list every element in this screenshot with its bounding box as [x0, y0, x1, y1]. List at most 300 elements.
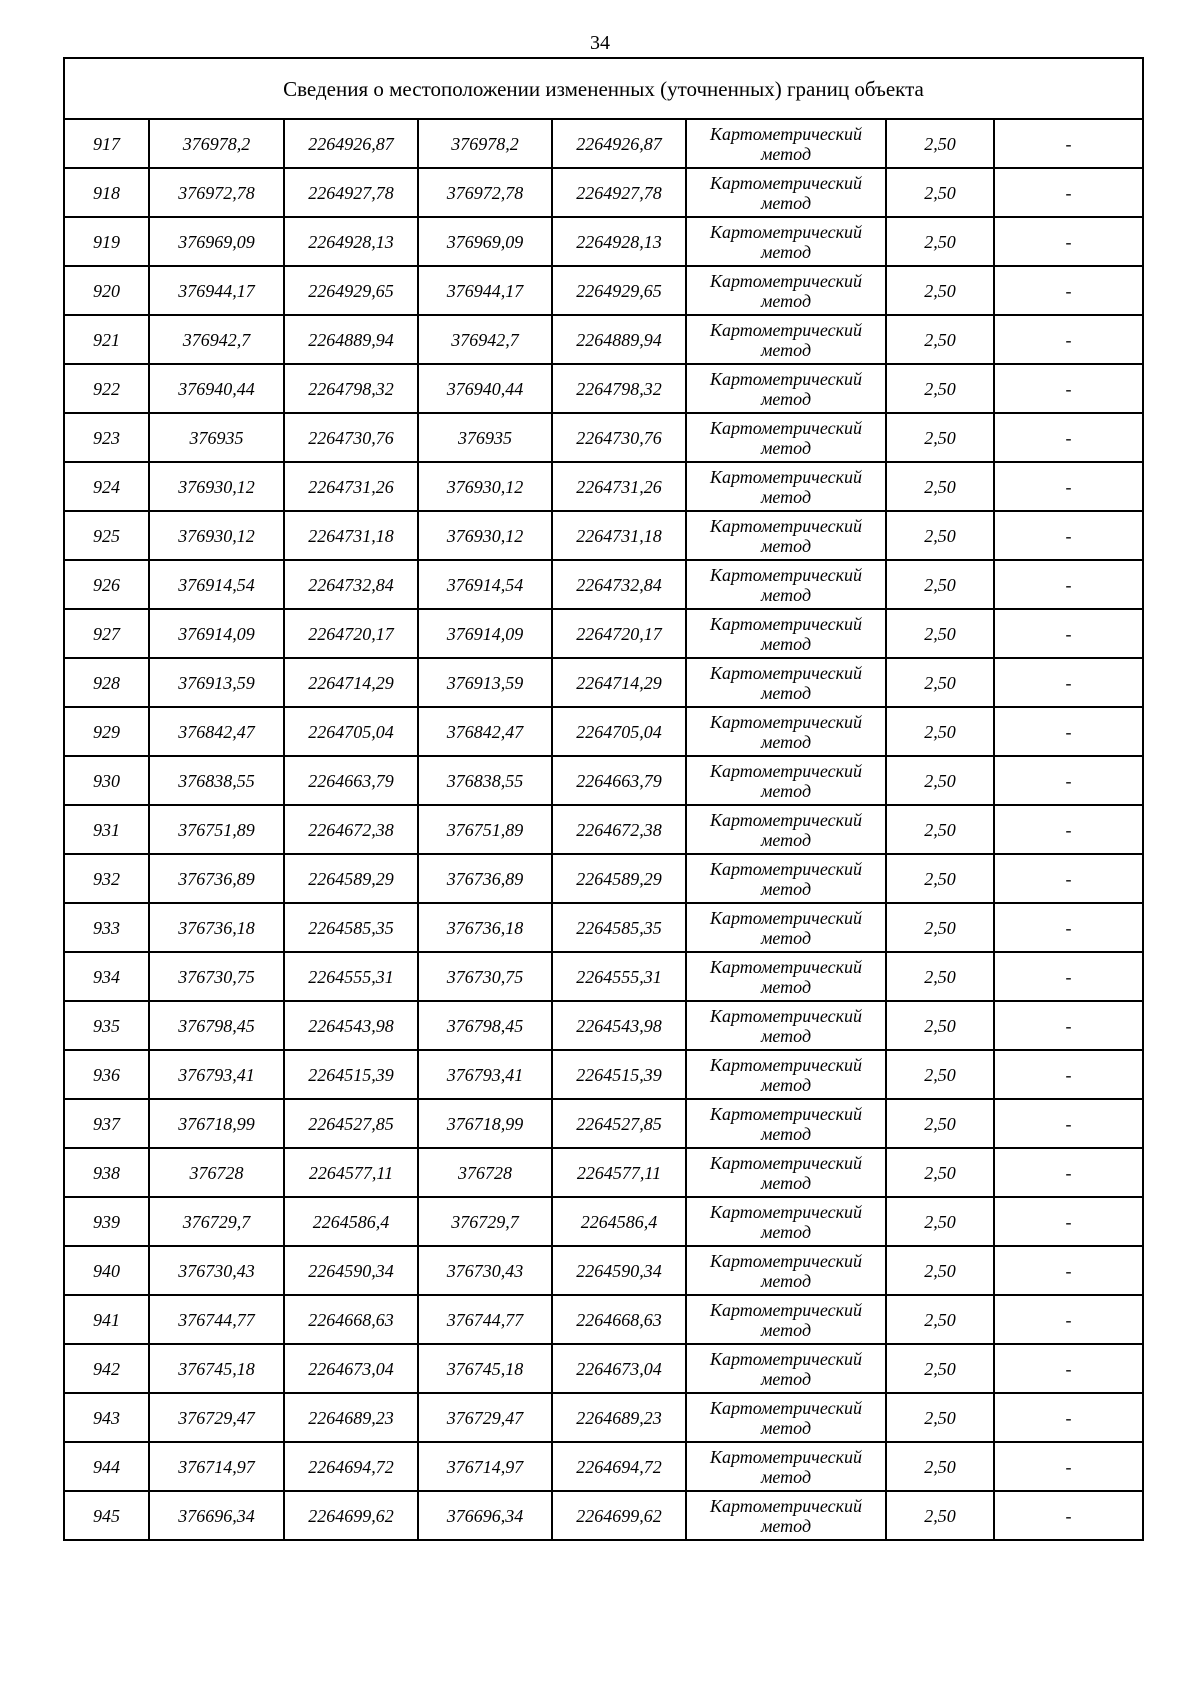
cell-y-refined: 2264929,65 — [552, 266, 686, 315]
method-line-2: метод — [760, 535, 812, 556]
table-row — [64, 609, 1143, 658]
table-row — [64, 511, 1143, 560]
cell-y-existing: 2264589,29 — [284, 854, 418, 903]
cell-notes: - — [994, 560, 1143, 609]
cell-y-existing: 2264731,18 — [284, 511, 418, 560]
cell-y-existing: 2264926,87 — [284, 119, 418, 168]
cell-x-existing: 376798,45 — [149, 1001, 284, 1050]
cell-method — [686, 119, 886, 168]
cell-y-refined: 2264543,98 — [552, 1001, 686, 1050]
cell-method — [686, 1050, 886, 1099]
cell-y-refined: 2264689,23 — [552, 1393, 686, 1442]
cell-method — [686, 1001, 886, 1050]
cell-y-refined: 2264577,11 — [552, 1148, 686, 1197]
cell-x-existing: 376930,12 — [149, 511, 284, 560]
table-row — [64, 1295, 1143, 1344]
method-line-2: метод — [760, 878, 812, 899]
table-title-row — [64, 58, 1143, 119]
cell-point-number: 924 — [64, 462, 149, 511]
table-row — [64, 1050, 1143, 1099]
cell-notes: - — [994, 1344, 1143, 1393]
cell-point-number: 919 — [64, 217, 149, 266]
cell-y-refined: 2264731,26 — [552, 462, 686, 511]
cell-y-existing: 2264720,17 — [284, 609, 418, 658]
method-line-1: Картометрический — [709, 1152, 862, 1173]
method-line-1: Картометрический — [709, 1054, 862, 1075]
cell-method — [686, 1197, 886, 1246]
cell-notes: - — [994, 266, 1143, 315]
cell-notes: - — [994, 952, 1143, 1001]
method-line-1: Картометрический — [709, 1201, 862, 1222]
cell-y-existing: 2264515,39 — [284, 1050, 418, 1099]
cell-y-existing: 2264577,11 — [284, 1148, 418, 1197]
table-row — [64, 119, 1143, 168]
cell-y-existing: 2264732,84 — [284, 560, 418, 609]
boundary-coordinates-table — [63, 57, 1144, 1541]
method-line-1: Картометрический — [709, 270, 862, 291]
cell-accuracy: 2,50 — [886, 952, 994, 1001]
cell-method — [686, 1344, 886, 1393]
cell-y-refined: 2264927,78 — [552, 168, 686, 217]
method-line-2: метод — [760, 1025, 812, 1046]
cell-y-refined: 2264585,35 — [552, 903, 686, 952]
cell-x-existing: 376745,18 — [149, 1344, 284, 1393]
cell-x-existing: 376972,78 — [149, 168, 284, 217]
method-line-2: метод — [760, 1417, 812, 1438]
cell-method — [686, 756, 886, 805]
cell-y-refined: 2264586,4 — [552, 1197, 686, 1246]
cell-point-number: 940 — [64, 1246, 149, 1295]
method-line-1: Картометрический — [709, 123, 862, 144]
cell-y-refined: 2264926,87 — [552, 119, 686, 168]
cell-x-refined: 376736,89 — [418, 854, 552, 903]
cell-x-refined: 376838,55 — [418, 756, 552, 805]
cell-x-refined: 376714,97 — [418, 1442, 552, 1491]
cell-x-refined: 376728 — [418, 1148, 552, 1197]
cell-y-existing: 2264705,04 — [284, 707, 418, 756]
cell-accuracy: 2,50 — [886, 1295, 994, 1344]
cell-x-refined: 376842,47 — [418, 707, 552, 756]
cell-y-refined: 2264714,29 — [552, 658, 686, 707]
method-line-1: Картометрический — [709, 956, 862, 977]
cell-y-refined: 2264732,84 — [552, 560, 686, 609]
cell-notes: - — [994, 903, 1143, 952]
method-line-2: метод — [760, 388, 812, 409]
cell-notes: - — [994, 854, 1143, 903]
cell-x-refined: 376914,09 — [418, 609, 552, 658]
cell-point-number: 921 — [64, 315, 149, 364]
method-line-2: метод — [760, 1466, 812, 1487]
cell-method — [686, 168, 886, 217]
cell-y-existing: 2264798,32 — [284, 364, 418, 413]
table-row — [64, 560, 1143, 609]
cell-y-refined: 2264889,94 — [552, 315, 686, 364]
cell-y-existing: 2264929,65 — [284, 266, 418, 315]
cell-notes: - — [994, 707, 1143, 756]
cell-point-number: 930 — [64, 756, 149, 805]
cell-accuracy: 2,50 — [886, 1197, 994, 1246]
method-line-2: метод — [760, 1074, 812, 1095]
cell-accuracy: 2,50 — [886, 266, 994, 315]
cell-accuracy: 2,50 — [886, 1246, 994, 1295]
cell-notes: - — [994, 805, 1143, 854]
cell-notes: - — [994, 1148, 1143, 1197]
cell-point-number: 923 — [64, 413, 149, 462]
cell-point-number: 944 — [64, 1442, 149, 1491]
cell-notes: - — [994, 364, 1143, 413]
cell-notes: - — [994, 1050, 1143, 1099]
cell-x-existing: 376751,89 — [149, 805, 284, 854]
cell-x-existing: 376718,99 — [149, 1099, 284, 1148]
cell-point-number: 938 — [64, 1148, 149, 1197]
cell-y-existing: 2264673,04 — [284, 1344, 418, 1393]
cell-method — [686, 315, 886, 364]
cell-accuracy: 2,50 — [886, 119, 994, 168]
method-line-1: Картометрический — [709, 1103, 862, 1124]
cell-y-refined: 2264590,34 — [552, 1246, 686, 1295]
cell-accuracy: 2,50 — [886, 805, 994, 854]
cell-x-existing: 376914,54 — [149, 560, 284, 609]
table-row — [64, 658, 1143, 707]
cell-accuracy: 2,50 — [886, 707, 994, 756]
method-line-1: Картометрический — [709, 613, 862, 634]
method-line-2: метод — [760, 1319, 812, 1340]
cell-accuracy: 2,50 — [886, 609, 994, 658]
table-row — [64, 952, 1143, 1001]
cell-accuracy: 2,50 — [886, 413, 994, 462]
cell-x-existing: 376969,09 — [149, 217, 284, 266]
cell-x-existing: 376730,43 — [149, 1246, 284, 1295]
cell-y-refined: 2264798,32 — [552, 364, 686, 413]
table-row — [64, 364, 1143, 413]
cell-y-existing: 2264714,29 — [284, 658, 418, 707]
method-line-1: Картометрический — [709, 466, 862, 487]
cell-accuracy: 2,50 — [886, 1344, 994, 1393]
cell-point-number: 939 — [64, 1197, 149, 1246]
cell-notes: - — [994, 658, 1143, 707]
cell-point-number: 927 — [64, 609, 149, 658]
table-row — [64, 1246, 1143, 1295]
cell-method — [686, 952, 886, 1001]
cell-point-number: 942 — [64, 1344, 149, 1393]
cell-point-number: 922 — [64, 364, 149, 413]
table-row — [64, 805, 1143, 854]
table-row — [64, 1099, 1143, 1148]
cell-point-number: 933 — [64, 903, 149, 952]
cell-y-refined: 2264699,62 — [552, 1491, 686, 1540]
cell-x-existing: 376729,47 — [149, 1393, 284, 1442]
cell-x-refined: 376736,18 — [418, 903, 552, 952]
cell-notes: - — [994, 462, 1143, 511]
table-row — [64, 168, 1143, 217]
table-row — [64, 756, 1143, 805]
method-line-1: Картометрический — [709, 760, 862, 781]
table-row — [64, 1148, 1143, 1197]
cell-accuracy: 2,50 — [886, 560, 994, 609]
method-line-2: метод — [760, 1515, 812, 1536]
method-line-1: Картометрический — [709, 417, 862, 438]
method-line-1: Картометрический — [709, 368, 862, 389]
method-line-1: Картометрический — [709, 172, 862, 193]
cell-y-refined: 2264730,76 — [552, 413, 686, 462]
cell-notes: - — [994, 1491, 1143, 1540]
cell-notes: - — [994, 756, 1143, 805]
cell-accuracy: 2,50 — [886, 168, 994, 217]
cell-method — [686, 266, 886, 315]
cell-method — [686, 1246, 886, 1295]
method-line-2: метод — [760, 976, 812, 997]
cell-x-refined: 376930,12 — [418, 511, 552, 560]
cell-x-existing: 376696,34 — [149, 1491, 284, 1540]
cell-y-existing: 2264555,31 — [284, 952, 418, 1001]
cell-point-number: 925 — [64, 511, 149, 560]
cell-notes: - — [994, 609, 1143, 658]
cell-y-existing: 2264730,76 — [284, 413, 418, 462]
cell-y-refined: 2264555,31 — [552, 952, 686, 1001]
cell-y-existing: 2264928,13 — [284, 217, 418, 266]
cell-accuracy: 2,50 — [886, 658, 994, 707]
method-line-2: метод — [760, 682, 812, 703]
method-line-1: Картометрический — [709, 1005, 862, 1026]
cell-y-refined: 2264928,13 — [552, 217, 686, 266]
cell-x-existing: 376913,59 — [149, 658, 284, 707]
method-line-2: метод — [760, 241, 812, 262]
cell-x-refined: 376972,78 — [418, 168, 552, 217]
cell-x-existing: 376944,17 — [149, 266, 284, 315]
cell-x-refined: 376730,75 — [418, 952, 552, 1001]
cell-method — [686, 903, 886, 952]
cell-accuracy: 2,50 — [886, 1491, 994, 1540]
table-row — [64, 707, 1143, 756]
method-line-1: Картометрический — [709, 907, 862, 928]
cell-x-refined: 376696,34 — [418, 1491, 552, 1540]
cell-point-number: 928 — [64, 658, 149, 707]
cell-x-existing: 376838,55 — [149, 756, 284, 805]
cell-y-existing: 2264590,34 — [284, 1246, 418, 1295]
cell-notes: - — [994, 168, 1143, 217]
table-title: Сведения о местоположении измененных (уточненных) границ объекта — [64, 58, 1143, 119]
cell-y-refined: 2264589,29 — [552, 854, 686, 903]
method-line-1: Картометрический — [709, 221, 862, 242]
cell-method — [686, 658, 886, 707]
cell-point-number: 945 — [64, 1491, 149, 1540]
method-line-2: метод — [760, 780, 812, 801]
cell-accuracy: 2,50 — [886, 1442, 994, 1491]
cell-x-existing: 376736,89 — [149, 854, 284, 903]
cell-x-refined: 376744,77 — [418, 1295, 552, 1344]
cell-y-existing: 2264668,63 — [284, 1295, 418, 1344]
cell-x-refined: 376730,43 — [418, 1246, 552, 1295]
cell-x-existing: 376930,12 — [149, 462, 284, 511]
cell-x-refined: 376969,09 — [418, 217, 552, 266]
cell-y-refined: 2264731,18 — [552, 511, 686, 560]
cell-notes: - — [994, 511, 1143, 560]
cell-y-refined: 2264673,04 — [552, 1344, 686, 1393]
cell-x-refined: 376914,54 — [418, 560, 552, 609]
cell-point-number: 926 — [64, 560, 149, 609]
cell-y-existing: 2264527,85 — [284, 1099, 418, 1148]
table-row — [64, 1197, 1143, 1246]
method-line-2: метод — [760, 1270, 812, 1291]
method-line-1: Картометрический — [709, 1397, 862, 1418]
method-line-1: Картометрический — [709, 1446, 862, 1467]
method-line-2: метод — [760, 633, 812, 654]
cell-point-number: 935 — [64, 1001, 149, 1050]
cell-x-existing: 376729,7 — [149, 1197, 284, 1246]
cell-notes: - — [994, 315, 1143, 364]
table-row — [64, 266, 1143, 315]
method-line-1: Картометрический — [709, 564, 862, 585]
table-row — [64, 1393, 1143, 1442]
cell-x-refined: 376745,18 — [418, 1344, 552, 1393]
cell-x-refined: 376729,7 — [418, 1197, 552, 1246]
cell-y-refined: 2264515,39 — [552, 1050, 686, 1099]
cell-x-refined: 376798,45 — [418, 1001, 552, 1050]
cell-y-refined: 2264527,85 — [552, 1099, 686, 1148]
cell-notes: - — [994, 1001, 1143, 1050]
cell-method — [686, 511, 886, 560]
cell-notes: - — [994, 1246, 1143, 1295]
cell-notes: - — [994, 119, 1143, 168]
cell-accuracy: 2,50 — [886, 1148, 994, 1197]
cell-method — [686, 364, 886, 413]
table-row — [64, 1491, 1143, 1540]
cell-y-existing: 2264927,78 — [284, 168, 418, 217]
method-line-2: метод — [760, 290, 812, 311]
cell-notes: - — [994, 413, 1143, 462]
cell-x-refined: 376793,41 — [418, 1050, 552, 1099]
table-row — [64, 903, 1143, 952]
cell-x-existing: 376940,44 — [149, 364, 284, 413]
cell-x-refined: 376935 — [418, 413, 552, 462]
cell-accuracy: 2,50 — [886, 511, 994, 560]
cell-accuracy: 2,50 — [886, 756, 994, 805]
method-line-2: метод — [760, 1172, 812, 1193]
cell-accuracy: 2,50 — [886, 1050, 994, 1099]
method-line-1: Картометрический — [709, 1495, 862, 1516]
cell-method — [686, 1393, 886, 1442]
cell-method — [686, 462, 886, 511]
cell-notes: - — [994, 1442, 1143, 1491]
cell-x-refined: 376729,47 — [418, 1393, 552, 1442]
cell-y-existing: 2264889,94 — [284, 315, 418, 364]
cell-accuracy: 2,50 — [886, 462, 994, 511]
cell-method — [686, 217, 886, 266]
cell-method — [686, 805, 886, 854]
method-line-1: Картометрический — [709, 1348, 862, 1369]
method-line-2: метод — [760, 192, 812, 213]
cell-method — [686, 1491, 886, 1540]
table-row — [64, 854, 1143, 903]
cell-x-refined: 376978,2 — [418, 119, 552, 168]
cell-point-number: 920 — [64, 266, 149, 315]
table-row — [64, 462, 1143, 511]
cell-method — [686, 1148, 886, 1197]
cell-point-number: 936 — [64, 1050, 149, 1099]
method-line-1: Картометрический — [709, 1250, 862, 1271]
cell-point-number: 937 — [64, 1099, 149, 1148]
cell-y-refined: 2264694,72 — [552, 1442, 686, 1491]
cell-accuracy: 2,50 — [886, 854, 994, 903]
cell-x-refined: 376930,12 — [418, 462, 552, 511]
table-row — [64, 413, 1143, 462]
method-line-2: метод — [760, 339, 812, 360]
cell-method — [686, 1099, 886, 1148]
cell-point-number: 941 — [64, 1295, 149, 1344]
cell-x-refined: 376944,17 — [418, 266, 552, 315]
cell-x-refined: 376940,44 — [418, 364, 552, 413]
method-line-2: метод — [760, 1123, 812, 1144]
method-line-2: метод — [760, 927, 812, 948]
cell-method — [686, 707, 886, 756]
method-line-2: метод — [760, 1368, 812, 1389]
cell-accuracy: 2,50 — [886, 315, 994, 364]
cell-y-refined: 2264668,63 — [552, 1295, 686, 1344]
cell-accuracy: 2,50 — [886, 364, 994, 413]
cell-point-number: 934 — [64, 952, 149, 1001]
method-line-1: Картометрический — [709, 809, 862, 830]
page-number: 34 — [590, 32, 610, 54]
cell-x-existing: 376728 — [149, 1148, 284, 1197]
cell-accuracy: 2,50 — [886, 217, 994, 266]
cell-method — [686, 854, 886, 903]
table-body — [64, 119, 1143, 1540]
cell-method — [686, 413, 886, 462]
table-row — [64, 217, 1143, 266]
cell-y-existing: 2264731,26 — [284, 462, 418, 511]
cell-point-number: 917 — [64, 119, 149, 168]
method-line-2: метод — [760, 486, 812, 507]
cell-method — [686, 1442, 886, 1491]
cell-accuracy: 2,50 — [886, 1099, 994, 1148]
cell-point-number: 943 — [64, 1393, 149, 1442]
method-line-2: метод — [760, 143, 812, 164]
table-row — [64, 1001, 1143, 1050]
cell-y-existing: 2264672,38 — [284, 805, 418, 854]
cell-accuracy: 2,50 — [886, 1393, 994, 1442]
method-line-2: метод — [760, 829, 812, 850]
cell-notes: - — [994, 1295, 1143, 1344]
cell-x-refined: 376913,59 — [418, 658, 552, 707]
cell-y-existing: 2264699,62 — [284, 1491, 418, 1540]
cell-accuracy: 2,50 — [886, 1001, 994, 1050]
cell-x-refined: 376718,99 — [418, 1099, 552, 1148]
cell-y-refined: 2264705,04 — [552, 707, 686, 756]
cell-x-existing: 376793,41 — [149, 1050, 284, 1099]
cell-method — [686, 609, 886, 658]
cell-accuracy: 2,50 — [886, 903, 994, 952]
table-row — [64, 315, 1143, 364]
cell-point-number: 931 — [64, 805, 149, 854]
cell-y-existing: 2264694,72 — [284, 1442, 418, 1491]
method-line-1: Картометрический — [709, 858, 862, 879]
cell-x-existing: 376736,18 — [149, 903, 284, 952]
cell-method — [686, 1295, 886, 1344]
cell-y-existing: 2264586,4 — [284, 1197, 418, 1246]
method-line-2: метод — [760, 584, 812, 605]
method-line-2: метод — [760, 1221, 812, 1242]
table-row — [64, 1344, 1143, 1393]
method-line-1: Картометрический — [709, 1299, 862, 1320]
cell-notes: - — [994, 1197, 1143, 1246]
cell-method — [686, 560, 886, 609]
method-line-2: метод — [760, 731, 812, 752]
cell-x-existing: 376842,47 — [149, 707, 284, 756]
cell-point-number: 929 — [64, 707, 149, 756]
cell-x-existing: 376942,7 — [149, 315, 284, 364]
method-line-1: Картометрический — [709, 662, 862, 683]
cell-y-refined: 2264672,38 — [552, 805, 686, 854]
